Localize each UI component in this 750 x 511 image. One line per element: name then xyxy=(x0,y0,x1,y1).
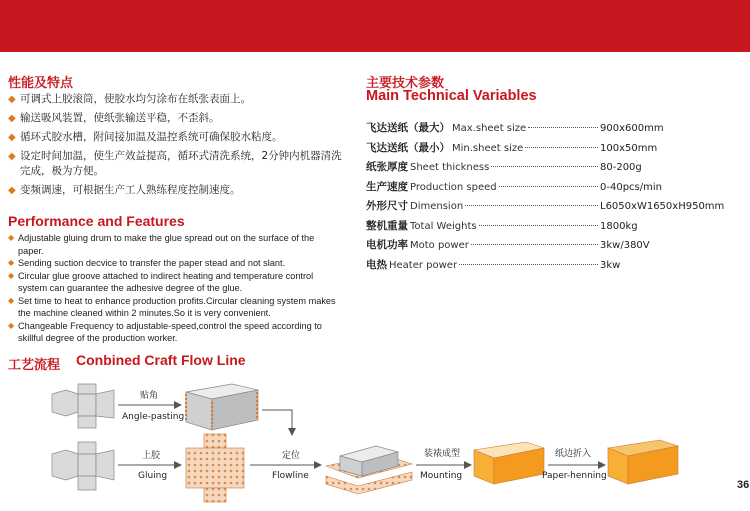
angle-cn-label: 贴角 xyxy=(140,391,159,401)
bullet-icon: ◆ xyxy=(8,295,15,305)
spec-row: 电热 Heater power 3kw xyxy=(366,258,621,271)
features-cn-item: ◆ 设定时间加温，使生产效益提高，循环式清洗系统，2分钟内机器清洗完成，极为方便。 xyxy=(8,150,342,177)
pos-en-label: Flowline xyxy=(272,471,309,481)
features-en-item: ◆ Sending suction decvice to transfer the paper stead and not slant. xyxy=(8,258,286,268)
features-en-item: ◆ Set time to heat to enhance production profits.Circular cleaning system makes the machine cleaned within 2 minutes.So it is very convenient. xyxy=(8,295,336,318)
bullet-icon: ◆ xyxy=(8,185,16,196)
features-en-item: ◆ Adjustable gluing drum to make the glue spread out on the surface of the paper. xyxy=(8,233,315,256)
pos-cn-label: 定位 xyxy=(282,451,301,461)
positioned-box xyxy=(326,446,412,494)
spec-row: 飞达送纸（最小） Min.sheet size 100x50mm xyxy=(366,141,658,154)
bullet-icon: ◆ xyxy=(8,270,15,280)
spec-table xyxy=(366,120,728,276)
glued-sheet xyxy=(186,434,244,502)
features-cn-item: ◆ 变频调速，可根据生产工人熟练程度控制速度。 xyxy=(8,184,241,196)
mount-en-label: Mounting xyxy=(420,471,463,481)
specs-en-title: Main Technical Variables xyxy=(366,88,537,104)
page-number: 36 xyxy=(737,479,750,491)
blank-bottom-shape xyxy=(52,442,114,490)
features-cn-item: ◆ 循环式胶水槽，附间接加温及温控系统可确保胶水粘度。 xyxy=(8,131,283,143)
blank-top-shape xyxy=(52,384,114,428)
mount-cn-label: 装裱成型 xyxy=(424,449,461,459)
bullet-icon: ◆ xyxy=(8,233,15,242)
angle-en-label: Angle-pasting xyxy=(122,412,185,422)
final-box xyxy=(608,440,678,484)
spec-row: 纸张厚度 Sheet thickness 80-200g xyxy=(366,161,642,173)
features-en-item: ◆ Circular glue groove attached to indirect heating and temperature control system can guarantee the adhesive degree of the glue. xyxy=(8,270,314,293)
features-cn-title: 性能及特点 xyxy=(8,76,74,91)
spec-row: 整机重量 Total Weights 1800kg xyxy=(366,219,638,232)
features-cn-item: ◆ 可调式上胶滚筒，使胶水均匀涂布在纸张表面上。 xyxy=(8,93,251,105)
spec-row: 外形尺寸 Dimension L6050xW1650xH950mm xyxy=(366,200,725,212)
bullet-icon: ◆ xyxy=(8,94,16,105)
hem-en-label: Paper-henning xyxy=(542,471,607,481)
bullet-icon: ◆ xyxy=(8,258,15,267)
flow-arrow xyxy=(262,410,292,434)
spec-row: 生产速度 Production speed 0-40pcs/min xyxy=(366,180,662,193)
angle-pasted-box xyxy=(186,384,258,430)
features-en-title: Performance and Features xyxy=(8,213,185,229)
flow-title-cn: 工艺流程 xyxy=(8,358,61,373)
specs-cn-title: 主要技术参数 xyxy=(366,76,445,91)
features-en-list xyxy=(8,232,338,345)
glue-cn-label: 上胶 xyxy=(142,451,161,461)
bullet-icon: ◆ xyxy=(8,113,16,124)
spec-row: 飞达送纸（最大） Max.sheet size 900x600mm xyxy=(366,122,664,134)
craft-flow-diagram xyxy=(0,372,750,507)
features-en-item: ◆ Changeable Frequency to adjustable-speed,control the speed according to skillful degree of the production worker. xyxy=(8,320,322,343)
features-cn-list xyxy=(8,92,348,202)
top-banner xyxy=(0,0,750,52)
bullet-icon: ◆ xyxy=(8,132,16,143)
spec-row: 电机功率 Moto power 3kw/380V xyxy=(366,239,650,251)
bullet-icon: ◆ xyxy=(8,151,16,162)
hem-cn-label: 纸边折入 xyxy=(555,449,592,459)
bullet-icon: ◆ xyxy=(8,320,15,330)
features-cn-item: ◆ 输送吸风装置，使纸张输送平稳，不歪斜。 xyxy=(8,112,220,124)
glue-en-label: Gluing xyxy=(138,471,168,481)
mounted-box xyxy=(474,442,544,484)
flow-title-en: Conbined Craft Flow Line xyxy=(76,352,246,368)
